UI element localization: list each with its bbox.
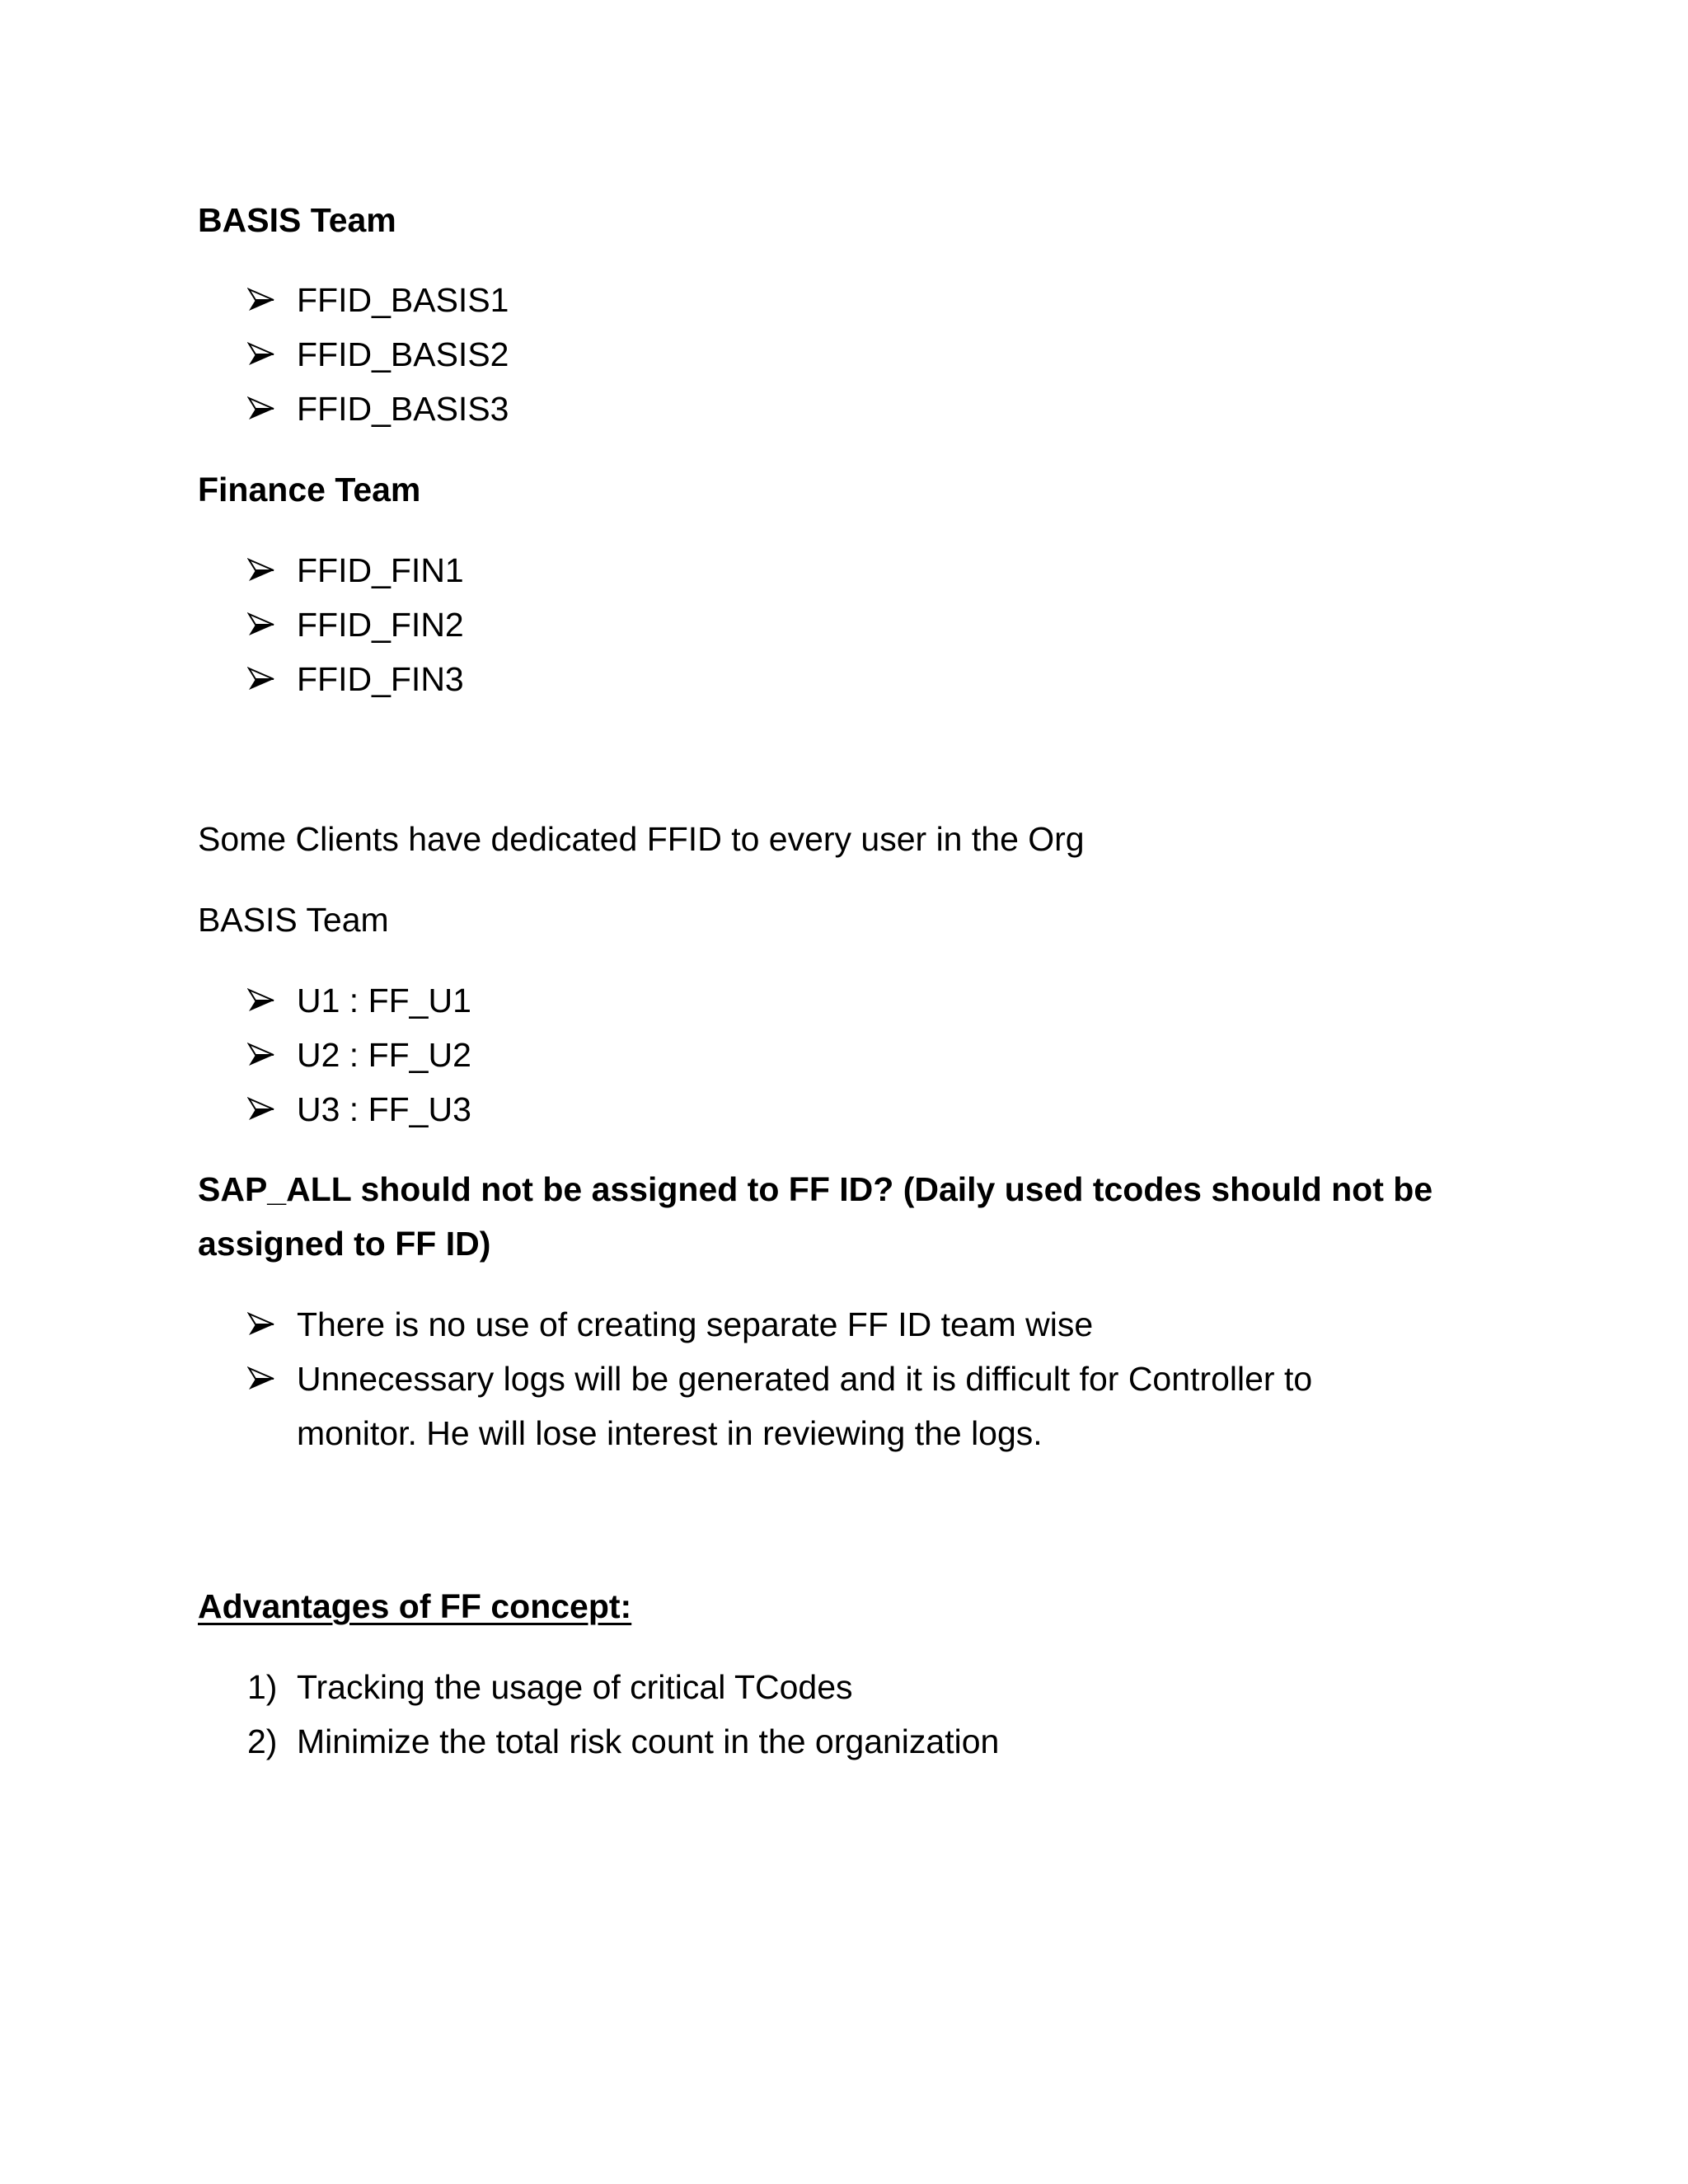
list-item-label: FFID_BASIS3	[297, 390, 509, 428]
list-item	[198, 1352, 1484, 1460]
finance-ffid-list	[198, 543, 1484, 706]
list-item-label: Minimize the total risk count in the organization	[297, 1722, 1000, 1760]
advantages-heading-wrap	[198, 1579, 1484, 1633]
list-item-label: FFID_FIN3	[297, 660, 464, 698]
list-item-label: Tracking the usage of critical TCodes	[297, 1668, 853, 1706]
clients-note: Some Clients have dedicated FFID to every user in the Org	[198, 820, 1085, 858]
list-item-label: FFID_FIN1	[297, 551, 464, 589]
list-item-label: FFID_BASIS1	[297, 281, 509, 319]
list-item-label: U1 : FF_U1	[297, 982, 471, 1019]
basis-team-subheading: BASIS Team	[198, 901, 389, 939]
basis-ffid-list	[198, 273, 1484, 436]
sap-all-heading-line1: SAP_ALL should not be assigned to FF ID? (Daily used tcodes should not be	[198, 1170, 1433, 1208]
list-item-number: 1)	[247, 1668, 278, 1706]
list-item-label: FFID_FIN2	[297, 606, 464, 644]
finance-team-heading: Finance Team	[198, 471, 421, 509]
arrowhead-bullet-icon	[247, 382, 297, 436]
arrowhead-bullet-icon	[247, 327, 297, 382]
list-item-number: 2)	[247, 1722, 278, 1760]
sap-all-reason-list	[198, 1297, 1484, 1460]
basis-team-heading: BASIS Team	[198, 201, 396, 239]
arrowhead-bullet-icon	[247, 1297, 297, 1352]
list-item-label: FFID_BASIS2	[297, 335, 509, 373]
user-ffid-list	[198, 973, 1484, 1137]
list-item-label: Unnecessary logs will be generated and it is difficult for Controller to monitor. He will lose interest in reviewing the logs.	[297, 1360, 1313, 1452]
advantages-heading: Advantages of FF concept:	[198, 1587, 632, 1625]
arrowhead-bullet-icon	[247, 543, 297, 598]
sap-all-heading-line2: assigned to FF ID)	[198, 1225, 491, 1263]
arrowhead-bullet-icon	[247, 1082, 297, 1137]
list-item-label: U3 : FF_U3	[297, 1090, 471, 1128]
advantages-list	[198, 1660, 1484, 1769]
arrowhead-bullet-icon	[247, 652, 297, 706]
list-item-label: U2 : FF_U2	[297, 1036, 471, 1074]
arrowhead-bullet-icon	[247, 598, 297, 652]
list-item-label: There is no use of creating separate FF ID team wise	[297, 1305, 1094, 1343]
arrowhead-bullet-icon	[247, 1352, 297, 1406]
arrowhead-bullet-icon	[247, 273, 297, 327]
arrowhead-bullet-icon	[247, 973, 297, 1028]
arrowhead-bullet-icon	[247, 1028, 297, 1082]
